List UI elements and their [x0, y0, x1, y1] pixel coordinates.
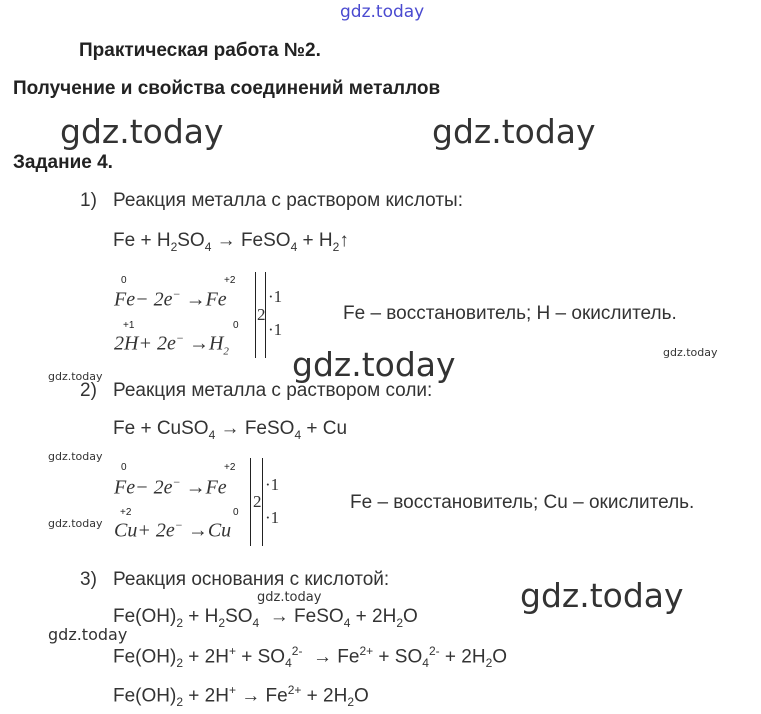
balance-2-line-a [250, 458, 251, 546]
item-2-number: 2) [80, 380, 97, 401]
arrow: → [187, 519, 208, 542]
minus-sup: − [175, 331, 184, 345]
page-subtitle: Получение и свойства соединений металлов [13, 78, 441, 99]
ox-state: +2 [120, 507, 132, 518]
ox-state: 0 [233, 507, 239, 518]
balance-2-factor: 2 [253, 492, 262, 511]
balance-2-cu-left: Cu+ 2e [114, 519, 175, 542]
minus-sup: − [174, 518, 183, 532]
page-title: Практическая работа №2. [79, 40, 321, 61]
balance-1-fe [114, 287, 227, 312]
balance-1-factor: 2 [257, 305, 266, 324]
equation-3a: $Fe(OH)_2 + H_2SO_4$ → FeSO$_4$ + $2H_2O$ [113, 606, 418, 630]
ox-state: +2 [224, 462, 236, 473]
watermark-4: gdz.today [520, 576, 684, 615]
balance-1-fe-right: Fe [205, 288, 227, 311]
balance-2-cu [114, 518, 231, 543]
balance-1-h-right: H [208, 332, 224, 355]
balance-1-h-left: 2H+ 2e [114, 332, 176, 355]
ox-state: +1 [123, 320, 135, 331]
balance-2-coef-a: ·1 [265, 475, 280, 494]
task-heading: Задание 4. [13, 152, 113, 173]
equation-1: $Fe + H_2SO_4$ → FeSO$_4$ + $H_2↑$ [113, 230, 349, 254]
balance-2-line-b [262, 458, 263, 546]
arrow: → [188, 332, 209, 355]
watermark-8: gdz.today [48, 517, 103, 530]
ox-state: 0 [233, 320, 239, 331]
watermark-6: gdz.today [48, 370, 103, 383]
item-2-text: Реакция металла с раствором соли: [113, 380, 433, 401]
balance-2-fe-right: Fe [205, 476, 227, 499]
equation-2: Fe + CuSO$_4$ → FeSO$_4$ + Cu [113, 418, 348, 442]
balance-2-fe-left: Fe− 2e [114, 476, 173, 499]
watermark-10: gdz.today [48, 625, 128, 644]
arrow: → [185, 476, 206, 499]
subscript: 2 [223, 345, 229, 358]
balance-1-fe-left: Fe− 2e [114, 288, 173, 311]
equation-3b: $Fe(OH)_2 + 2H^+ + SO_4^{2-} \to Fe^{2+} + SO_4^{2-} + 2H_2O$ [113, 644, 508, 671]
ox-state: 0 [121, 275, 127, 286]
watermark-3: gdz.today [292, 345, 456, 384]
watermark-1: gdz.today [60, 112, 224, 151]
watermark-top: gdz.today [340, 2, 425, 22]
item-1-text: Реакция металла с раствором кислоты: [113, 190, 463, 211]
equation-3c: $Fe(OH)_2 + 2H^+ \to Fe^{2+} + 2H_2O$ [113, 683, 369, 710]
balance-1-coef-a: ·1 [268, 287, 283, 306]
balance-2-fe [114, 475, 227, 500]
watermark-2: gdz.today [432, 112, 596, 151]
item-1-number: 1) [80, 190, 97, 211]
balance-1-line-a [255, 272, 256, 358]
balance-1-coef-b: ·1 [268, 320, 283, 339]
ox-state: 0 [121, 462, 127, 473]
watermark-7: gdz.today [48, 450, 103, 463]
balance-2-coef-b: ·1 [265, 508, 280, 527]
balance-2-cu-right: Cu [207, 519, 232, 542]
item-3-number: 3) [80, 569, 97, 590]
minus-sup: − [172, 287, 181, 301]
watermark-9: gdz.today [257, 590, 322, 605]
item-1-conclusion: Fe – восстановитель; H – окислитель. [343, 303, 677, 324]
item-2-conclusion: Fe – восстановитель; Cu – окислитель. [350, 492, 695, 513]
item-3-text: Реакция основания с кислотой: [113, 569, 390, 590]
watermark-5: gdz.today [663, 346, 718, 359]
minus-sup: − [172, 475, 181, 489]
balance-1-h [114, 331, 229, 358]
ox-state: +2 [224, 275, 236, 286]
arrow: → [185, 288, 206, 311]
